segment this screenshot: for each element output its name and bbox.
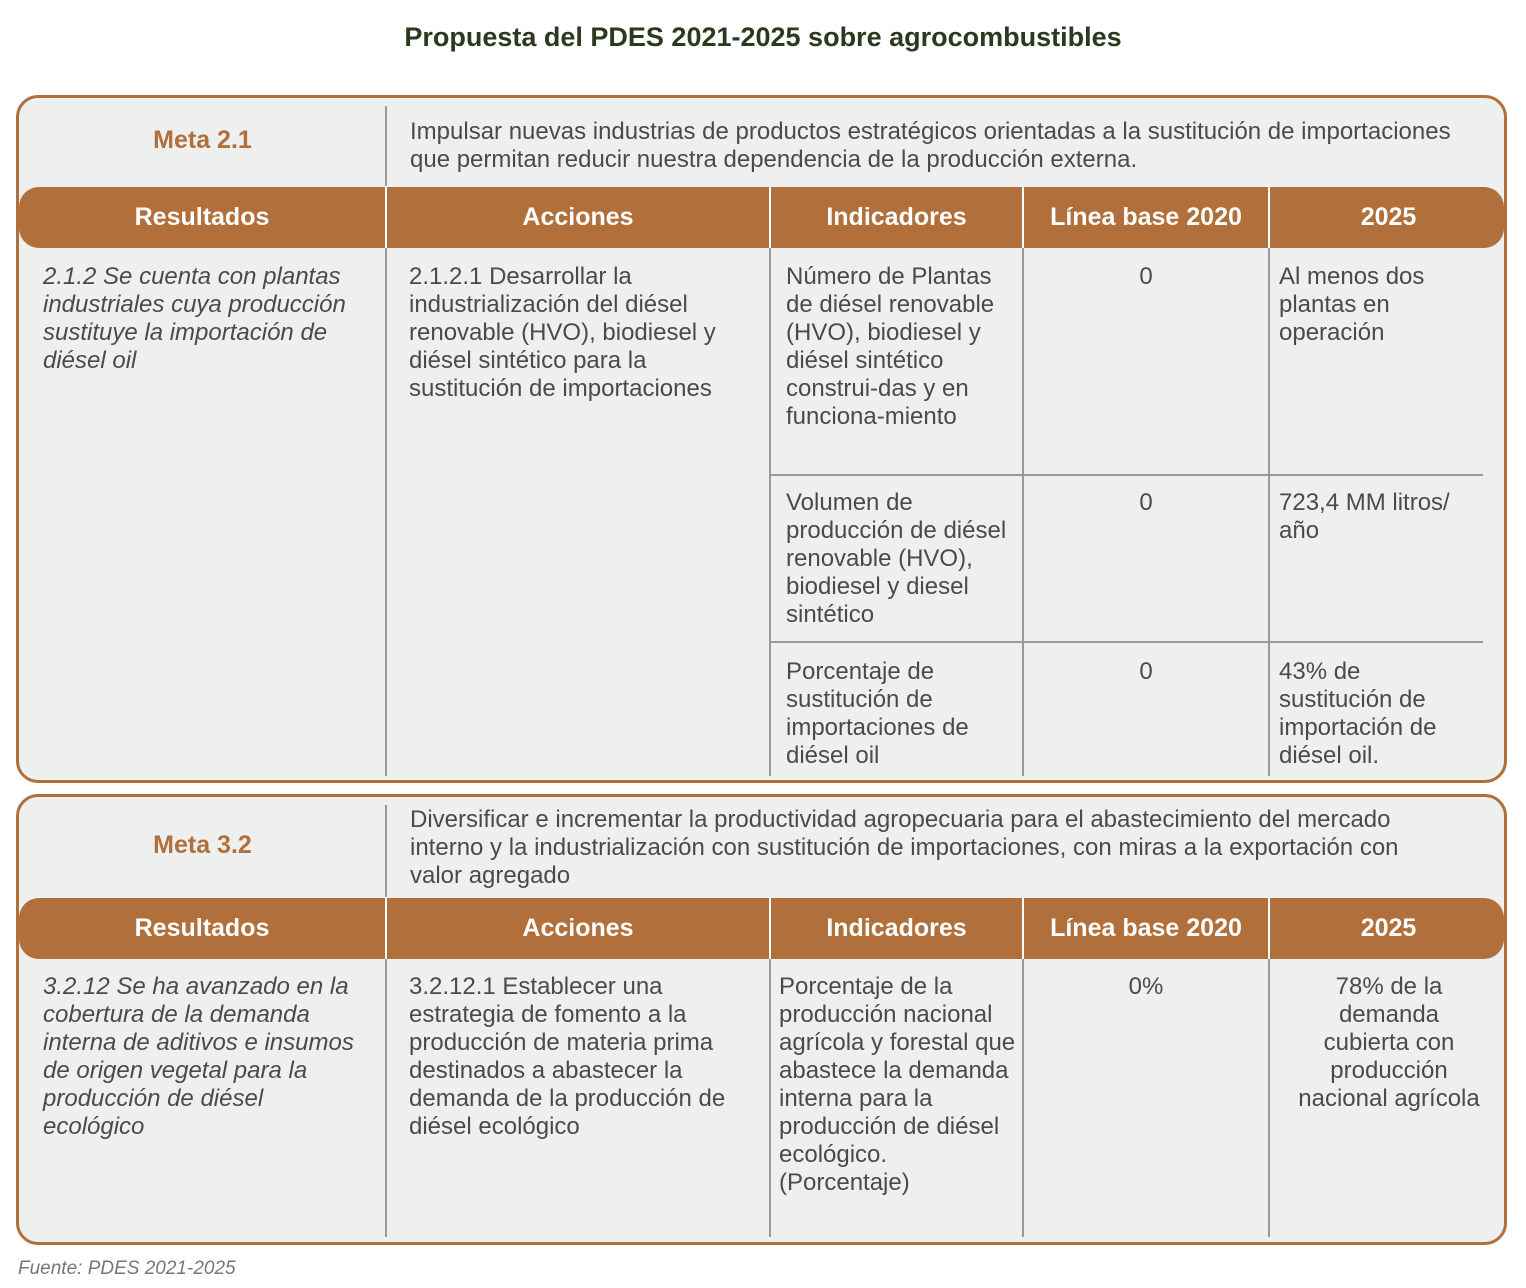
source-note: Fuente: PDES 2021-2025 (18, 1258, 236, 1279)
meta-label: Meta 2.1 (153, 126, 252, 154)
resultado-text: 3.2.12 Se ha avanzado en la cobertura de la demanda interna de aditivos e insumos de origen vegetal para la producción de diésel ecológico (43, 973, 354, 1140)
table-header (19, 187, 1504, 248)
linea-base-2: 0 (1139, 489, 1153, 516)
resultado-text: 2.1.2 Se cuenta con plantas industriales cuya producción sustituye la importación de diésel oil (43, 263, 346, 374)
divider (1268, 959, 1270, 1237)
meta-2025-3: 43% de sustitución de importación de diésel oil. (1279, 658, 1437, 769)
divider (385, 805, 387, 897)
divider (769, 248, 771, 776)
linea-base-1: 0 (1139, 263, 1153, 290)
accion-text: 3.2.12.1 Establecer una estrategia de fomento a la producción de materia prima destinados a abastecer la demanda de la producción de diésel ecológico (409, 973, 726, 1140)
meta-description: Impulsar nuevas industrias de productos estratégicos orientadas a la sustitución de importaciones que permitan reducir nuestra dependencia de la producción externa. (410, 118, 1451, 173)
meta-2025-1: Al menos dos plantas en operación (1279, 263, 1425, 346)
header-linea-base: Línea base 2020 (1050, 914, 1242, 942)
accion-text: 2.1.2.1 Desarrollar la industrialización del diésel renovable (HVO), biodiesel y diésel sintético para la sustitución de importaciones (409, 263, 716, 402)
divider (385, 106, 387, 186)
header-acciones: Acciones (522, 914, 634, 942)
indicador-text: Porcentaje de la producción nacional agrícola y forestal que abastece la demanda interna para la producción de diésel ecológico. (Porcentaje) (779, 973, 1016, 1196)
page-title: Propuesta del PDES 2021-2025 sobre agrocombustibles (404, 22, 1122, 52)
divider (1268, 248, 1270, 776)
row-divider (770, 641, 1483, 643)
indicador-2: Volumen de producción de diésel renovable (HVO), biodiesel y diesel sintético (786, 489, 1007, 628)
meta-2-1-panel (16, 95, 1507, 783)
meta-label: Meta 3.2 (153, 831, 252, 859)
header-resultados: Resultados (134, 914, 270, 942)
meta-description: Diversificar e incrementar la productividad agropecuaria para el abastecimiento del mercado interno y la industrialización con sustitución de importaciones, con miras a la exportación con valor agregado (410, 806, 1399, 889)
divider (769, 959, 771, 1237)
indicador-1: Número de Plantas de diésel renovable (HVO), biodiesel y diésel sintético construi-das y en funciona-miento (786, 263, 995, 430)
divider (385, 248, 387, 776)
meta-2025-2: 723,4 MM litros/ año (1279, 489, 1450, 544)
header-acciones: Acciones (522, 203, 634, 231)
header-2025: 2025 (1360, 914, 1417, 942)
indicador-3: Porcentaje de sustitución de importaciones de diésel oil (786, 658, 969, 769)
meta-3-2-panel (16, 794, 1507, 1245)
divider (385, 959, 387, 1237)
header-resultados: Resultados (134, 203, 270, 231)
table-header (19, 898, 1504, 959)
header-2025: 2025 (1360, 203, 1417, 231)
header-indicadores: Indicadores (826, 203, 967, 231)
header-indicadores: Indicadores (826, 914, 967, 942)
linea-base-3: 0 (1139, 658, 1153, 685)
linea-base-text: 0% (1128, 973, 1164, 1000)
header-linea-base: Línea base 2020 (1050, 203, 1242, 231)
row-divider (770, 474, 1483, 476)
meta-2025-text: 78% de la demanda cubierta con producción nacional agrícola (1298, 973, 1480, 1112)
